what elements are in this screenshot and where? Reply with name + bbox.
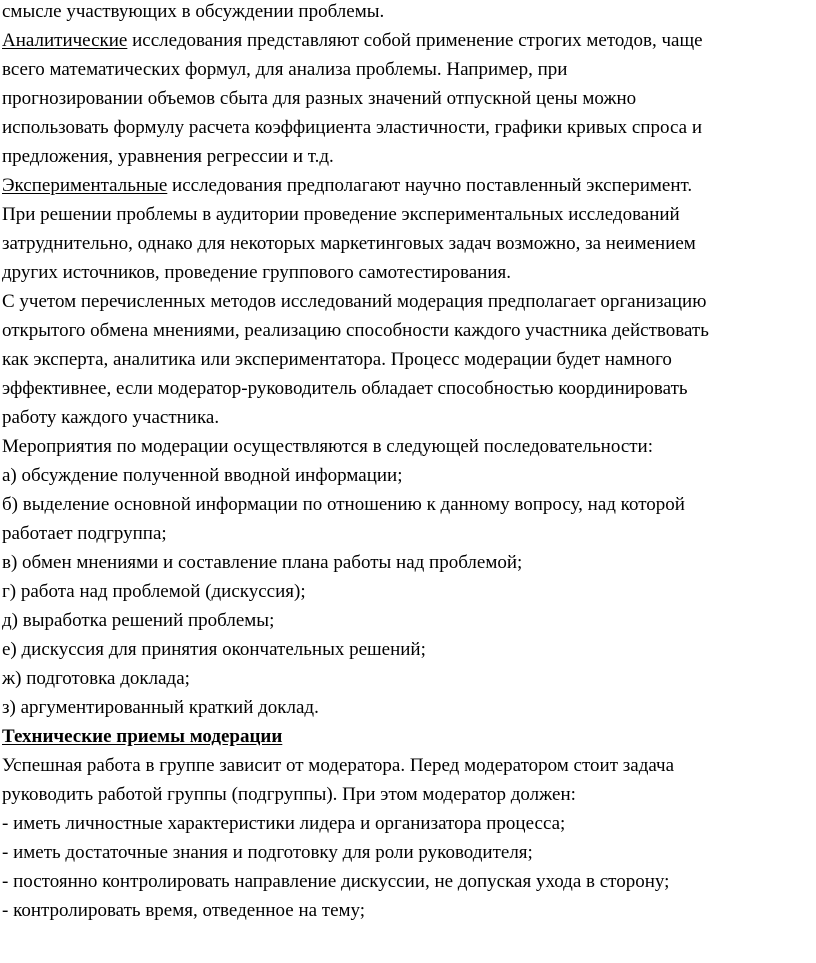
list-item: г) работа над проблемой (дискуссия);	[2, 581, 306, 602]
text-line: Успешная работа в группе зависит от модератора. Перед модератором стоит задача	[2, 755, 675, 776]
list-item: з) аргументированный краткий доклад.	[2, 697, 319, 718]
text-line: С учетом перечисленных методов исследований модерация предполагает организацию	[2, 291, 707, 312]
text-line: открытого обмена мнениями, реализацию способности каждого участника действовать	[2, 320, 709, 341]
text-fragment: исследования представляют собой применение строгих методов, чаще	[127, 30, 703, 51]
text-line	[2, 26, 816, 55]
text-line: руководить работой группы (подгруппы). При этом модератор должен:	[2, 784, 576, 805]
list-item: - иметь достаточные знания и подготовку для роли руководителя;	[2, 842, 533, 863]
list-item: в) обмен мнениями и составление плана работы над проблемой;	[2, 552, 523, 573]
list-item: а) обсуждение полученной вводной информации;	[2, 465, 403, 486]
text-line: смысле участвующих в обсуждении проблемы.	[2, 1, 385, 22]
text-line: предложения, уравнения регрессии и т.д.	[2, 146, 334, 167]
text-line: работу каждого участника.	[2, 407, 220, 428]
list-item: б) выделение основной информации по отношению к данному вопросу, над которой	[2, 494, 685, 515]
text-line: затруднительно, однако для некоторых маркетинговых задач возможно, за неимением	[2, 233, 696, 254]
term-analytical: Аналитические	[2, 30, 128, 51]
text-line: других источников, проведение группового самотестирования.	[2, 262, 512, 283]
section-heading: Технические приемы модерации	[2, 726, 283, 747]
text-line: всего математических формул, для анализа проблемы. Например, при	[2, 59, 568, 80]
list-item: - иметь личностные характеристики лидера и организатора процесса;	[2, 813, 566, 834]
list-item: ж) подготовка доклада;	[2, 668, 190, 689]
list-item: - контролировать время, отведенное на тему;	[2, 900, 366, 921]
term-experimental: Экспериментальные	[2, 175, 168, 196]
text-line: использовать формулу расчета коэффициента эластичности, графики кривых спроса и	[2, 117, 703, 138]
text-line	[2, 171, 816, 200]
text-line: как эксперта, аналитика или экспериментатора. Процесс модерации будет намного	[2, 349, 672, 370]
text-line: Мероприятия по модерации осуществляются в следующей последовательности:	[2, 436, 654, 457]
list-item-continuation: работает подгруппа;	[2, 523, 167, 544]
text-line: При решении проблемы в аудитории проведение экспериментальных исследований	[2, 204, 680, 225]
list-item: - постоянно контролировать направление дискуссии, не допуская ухода в сторону;	[2, 871, 670, 892]
text-line: эффективнее, если модератор-руководитель обладает способностью координировать	[2, 378, 688, 399]
list-item: е) дискуссия для принятия окончательных решений;	[2, 639, 426, 660]
list-item: д) выработка решений проблемы;	[2, 610, 275, 631]
text-line: прогнозировании объемов сбыта для разных значений отпускной цены можно	[2, 88, 637, 109]
text-fragment: исследования предполагают научно поставленный эксперимент.	[167, 175, 693, 196]
